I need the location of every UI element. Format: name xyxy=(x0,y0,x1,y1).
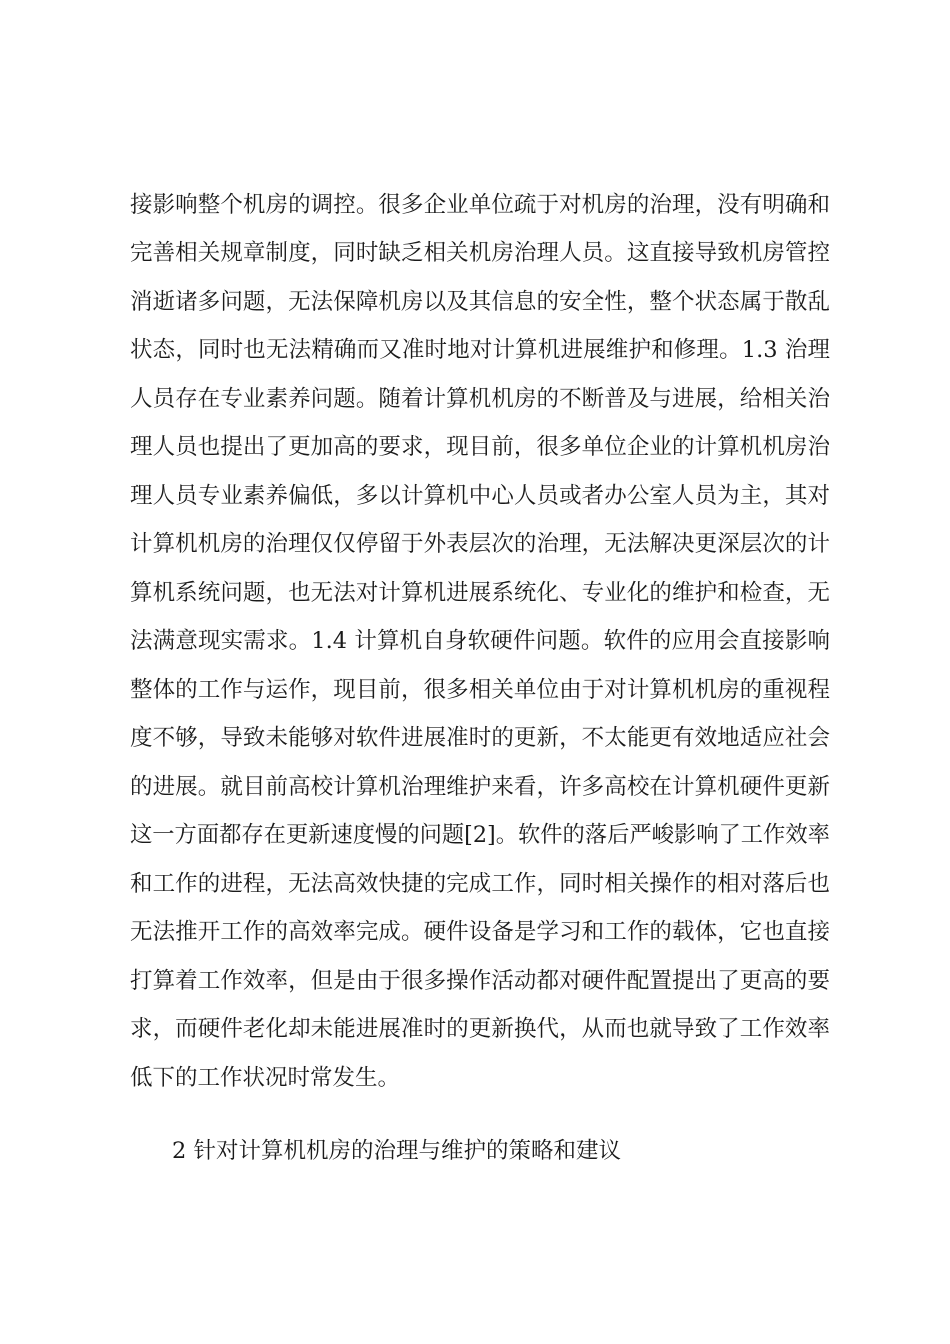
paragraph-line: 算机系统问题，也无法对计算机进展系统化、专业化的维护和检查，无 xyxy=(130,580,830,606)
paragraph-line: 和工作的进程，无法高效快捷的完成工作，同时相关操作的相对落后也 xyxy=(130,871,830,897)
paragraph-line: 理人员专业素养偏低，多以计算机中心人员或者办公室人员为主，其对 xyxy=(130,483,830,509)
section-heading: 2 针对计算机机房的治理与维护的策略和建议 xyxy=(172,1138,621,1164)
paragraph-line: 消逝诸多问题，无法保障机房以及其信息的安全性，整个状态属于散乱 xyxy=(130,289,830,315)
paragraph-line: 打算着工作效率，但是由于很多操作活动都对硬件配置提出了更高的要 xyxy=(130,968,830,994)
paragraph-line: 法满意现实需求。1.4 计算机自身软硬件问题。软件的应用会直接影响 xyxy=(130,628,830,654)
paragraph-line: 接影响整个机房的调控。很多企业单位疏于对机房的治理，没有明确和 xyxy=(130,192,830,218)
paragraph-line: 低下的工作状况时常发生。 xyxy=(130,1065,401,1091)
paragraph-line: 整体的工作与运作，现目前，很多相关单位由于对计算机机房的重视程 xyxy=(130,677,830,703)
paragraph-line: 的进展。就目前高校计算机治理维护来看，许多高校在计算机硬件更新 xyxy=(130,774,830,800)
paragraph-line: 完善相关规章制度，同时缺乏相关机房治理人员。这直接导致机房管控 xyxy=(130,240,830,266)
paragraph-line: 无法推开工作的高效率完成。硬件设备是学习和工作的载体，它也直接 xyxy=(130,919,830,945)
paragraph-line: 这一方面都存在更新速度慢的问题[2]。软件的落后严峻影响了工作效率 xyxy=(130,822,830,848)
paragraph-line: 计算机机房的治理仅仅停留于外表层次的治理，无法解决更深层次的计 xyxy=(130,531,830,557)
paragraph-line: 理人员也提出了更加高的要求，现目前，很多单位企业的计算机机房治 xyxy=(130,434,830,460)
paragraph-line: 人员存在专业素养问题。随着计算机机房的不断普及与进展，给相关治 xyxy=(130,386,830,412)
paragraph-line: 状态，同时也无法精确而又准时地对计算机进展维护和修理。1.3 治理 xyxy=(130,337,830,363)
paragraph-line: 度不够，导致未能够对软件进展准时的更新，不太能更有效地适应社会 xyxy=(130,725,830,751)
paragraph-line: 求，而硬件老化却未能进展准时的更新换代，从而也就导致了工作效率 xyxy=(130,1016,830,1042)
